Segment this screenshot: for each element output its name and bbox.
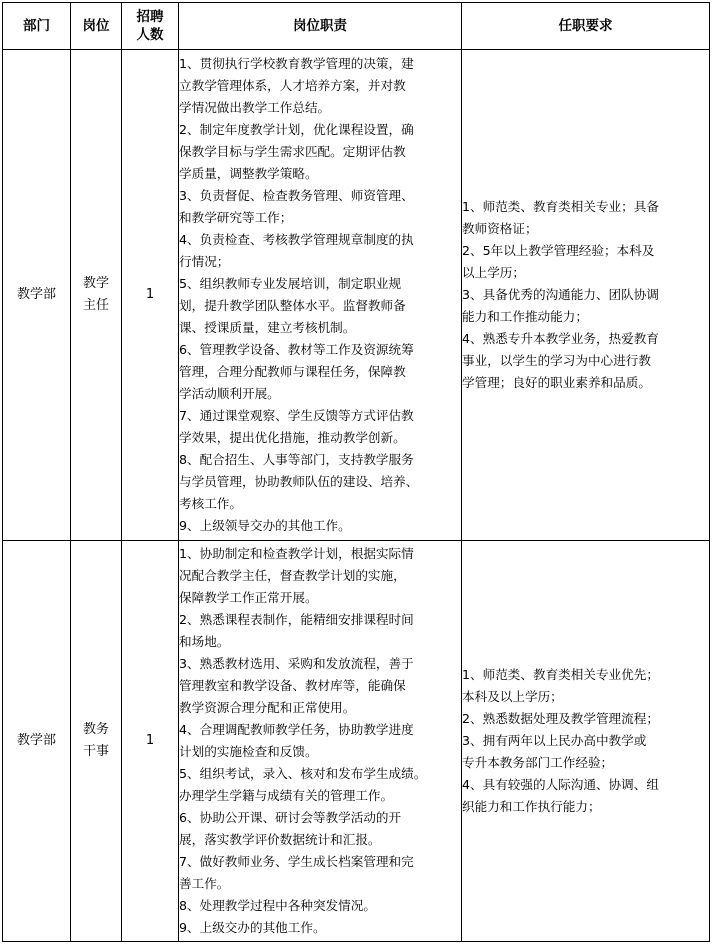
recruitment-table bbox=[2, 2, 710, 942]
duty-line: 9、上级交办的其他工作。 bbox=[179, 920, 326, 935]
requirement-line: 事业，以学生的学习为中心进行教 bbox=[462, 353, 651, 368]
requirements-cell bbox=[462, 50, 710, 541]
duty-line: 6、管理教学设备、教材等工作及资源统筹 bbox=[179, 342, 414, 357]
duty-line: 立教学管理体系，人才培养方案，并对教 bbox=[179, 78, 406, 93]
duty-line: 7、通过课堂观察、学生反馈等方式评估教 bbox=[179, 408, 414, 423]
requirement-line: 能力和工作推动能力； bbox=[462, 309, 588, 324]
duty-line: 办理学生学籍与成绩有关的管理工作。 bbox=[179, 788, 394, 803]
duties-cell bbox=[179, 541, 462, 942]
position-line: 主任 bbox=[82, 298, 109, 313]
duty-line: 保障教学工作正常开展。 bbox=[179, 590, 318, 605]
requirement-line: 专升本教务部门工作经验； bbox=[462, 755, 614, 770]
header-dept: 部门 bbox=[3, 3, 71, 50]
duty-line: 5、组织教师专业发展培训，制定职业规 bbox=[179, 276, 402, 291]
duty-line: 1、协助制定和检查教学计划，根据实际情 bbox=[179, 546, 414, 561]
header-row bbox=[3, 3, 710, 50]
headcount-cell: 1 bbox=[122, 50, 179, 541]
duty-line: 和教学研究等工作； bbox=[179, 210, 293, 225]
requirement-line: 2、熟悉数据处理及教学管理流程； bbox=[462, 711, 659, 726]
duty-line: 教学资源合理分配和正常使用。 bbox=[179, 700, 356, 715]
duty-line: 划，提升教学团队整体水平。监督教师备 bbox=[179, 298, 406, 313]
table-row bbox=[3, 541, 710, 942]
requirement-line: 织能力和工作执行能力； bbox=[462, 799, 601, 814]
duty-line: 4、负责检查、考核教学管理规章制度的执 bbox=[179, 232, 414, 247]
duty-line: 2、制定年度教学计划，优化课程设置，确 bbox=[179, 122, 414, 137]
requirement-line: 2、5年以上教学管理经验；本科及 bbox=[462, 243, 655, 258]
duty-line: 与学员管理，协助教师队伍的建设、培养、 bbox=[179, 474, 419, 489]
duty-line: 展，落实教学评价数据统计和汇报。 bbox=[179, 832, 381, 847]
header-headcount-line: 人数 bbox=[136, 27, 164, 43]
duty-line: 8、配合招生、人事等部门，支持教学服务 bbox=[179, 452, 414, 467]
duty-line: 善工作。 bbox=[179, 876, 230, 891]
requirements-cell bbox=[462, 541, 710, 942]
duty-line: 8、处理教学过程中各种突发情况。 bbox=[179, 898, 376, 913]
duty-line: 4、合理调配教师教学任务，协助教学进度 bbox=[179, 722, 414, 737]
position-line: 教学 bbox=[82, 276, 109, 291]
requirement-line: 1、师范类、教育类相关专业；具备 bbox=[462, 199, 659, 214]
headcount-cell: 1 bbox=[122, 541, 179, 942]
duty-line: 和场地。 bbox=[179, 634, 230, 649]
requirement-line: 4、熟悉专升本教学业务，热爱教育 bbox=[462, 331, 659, 346]
duty-line: 况配合教学主任，督查教学计划的实施， bbox=[179, 568, 406, 583]
table-row bbox=[3, 50, 710, 541]
duty-line: 学活动顺利开展。 bbox=[179, 386, 280, 401]
duty-line: 学情况做出教学工作总结。 bbox=[179, 100, 331, 115]
duty-line: 学效果，提出优化措施，推动教学创新。 bbox=[179, 430, 406, 445]
requirement-line: 本科及以上学历； bbox=[462, 689, 563, 704]
duty-line: 3、负责督促、检查教务管理、师资管理、 bbox=[179, 188, 414, 203]
duty-line: 课、授课质量，建立考核机制。 bbox=[179, 320, 356, 335]
duty-line: 学质量，调整教学策略。 bbox=[179, 166, 318, 181]
header-duties: 岗位职责 bbox=[179, 3, 462, 50]
duty-line: 保教学目标与学生需求匹配。定期评估教 bbox=[179, 144, 406, 159]
duty-line: 5、组织考试，录入、核对和发布学生成绩。 bbox=[179, 766, 427, 781]
dept-cell: 教学部 bbox=[3, 541, 71, 942]
dept-cell: 教学部 bbox=[3, 50, 71, 541]
duty-line: 计划的实施检查和反馈。 bbox=[179, 744, 318, 759]
duty-line: 管理，合理分配教师与课程任务，保障教 bbox=[179, 364, 406, 379]
requirement-line: 教师资格证； bbox=[462, 221, 538, 236]
header-position: 岗位 bbox=[71, 3, 122, 50]
duty-line: 7、做好教师业务、学生成长档案管理和完 bbox=[179, 854, 414, 869]
duty-line: 2、熟悉课程表制作，能精细安排课程时间 bbox=[179, 612, 414, 627]
position-line: 干事 bbox=[82, 744, 109, 759]
position-cell bbox=[71, 50, 122, 541]
requirement-line: 1、师范类、教育类相关专业优先； bbox=[462, 667, 659, 682]
header-headcount-line: 招聘 bbox=[136, 9, 164, 25]
position-line: 教务 bbox=[82, 722, 109, 737]
duty-line: 行情况； bbox=[179, 254, 230, 269]
requirement-line: 以上学历； bbox=[462, 265, 525, 280]
duties-cell bbox=[179, 50, 462, 541]
requirement-line: 4、具有较强的人际沟通、协调、组 bbox=[462, 777, 659, 792]
duty-line: 6、协助公开课、研讨会等教学活动的开 bbox=[179, 810, 402, 825]
duty-line: 管理教室和教学设备、教材库等，能确保 bbox=[179, 678, 406, 693]
requirement-line: 3、拥有两年以上民办高中教学或 bbox=[462, 733, 647, 748]
duty-line: 考核工作。 bbox=[179, 496, 242, 511]
requirement-line: 学管理；良好的职业素养和品质。 bbox=[462, 375, 651, 390]
requirement-line: 3、具备优秀的沟通能力、团队协调 bbox=[462, 287, 659, 302]
duty-line: 1、贯彻执行学校教育教学管理的决策，建 bbox=[179, 56, 414, 71]
duty-line: 3、熟悉教材选用、采购和发放流程，善于 bbox=[179, 656, 414, 671]
duty-line: 9、上级领导交办的其他工作。 bbox=[179, 518, 351, 533]
position-cell bbox=[71, 541, 122, 942]
header-headcount bbox=[122, 3, 179, 50]
header-requirements: 任职要求 bbox=[462, 3, 710, 50]
